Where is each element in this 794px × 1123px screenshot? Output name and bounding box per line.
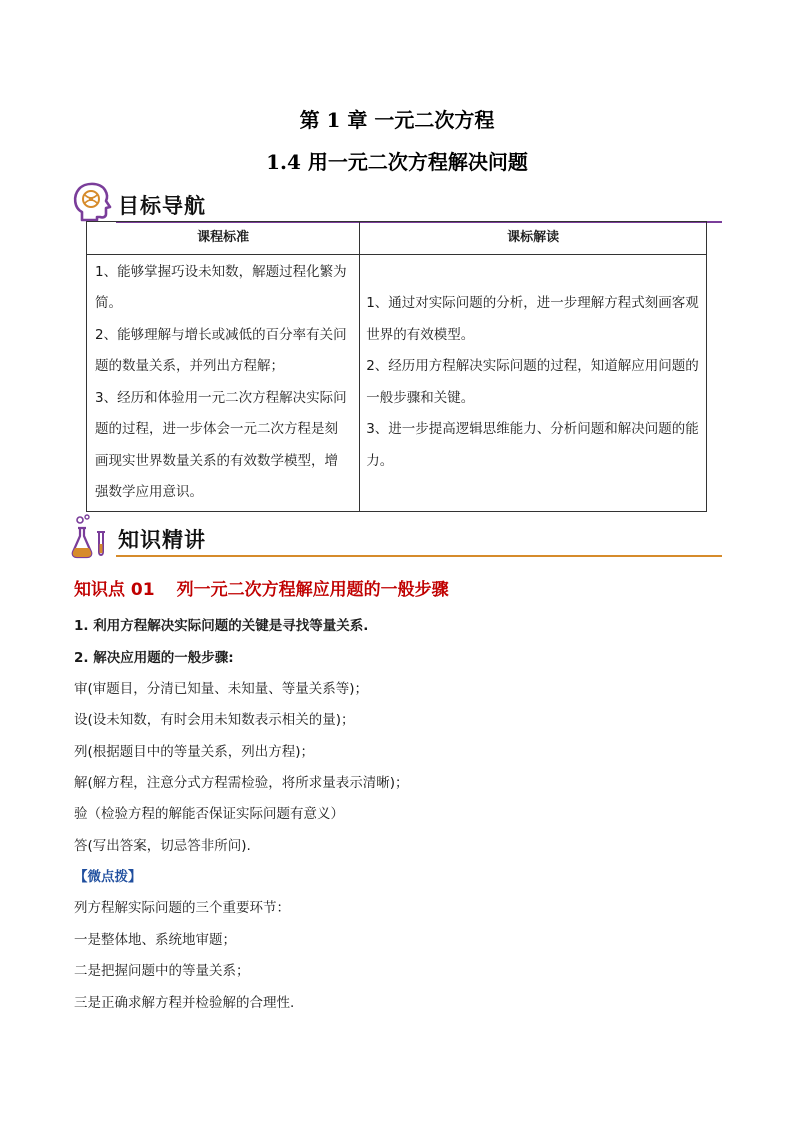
knowledge-banner-rule — [116, 555, 722, 557]
steps-heading: 2. 解决应用题的一般步骤: — [74, 650, 234, 666]
step-line: 列(根据题目中的等量关系，列出方程)； — [74, 744, 315, 760]
objectives-table — [86, 221, 707, 512]
column-header-standard: 课程标准 — [87, 222, 360, 255]
knowledge-point-heading — [74, 575, 449, 600]
table-header-row — [87, 222, 707, 255]
column-header-interpretation: 课标解读 — [360, 222, 707, 255]
interpretation-item: 2、经历用方程解决实际问题的过程，知道解应用问题的一般步骤和关键。 — [366, 358, 699, 406]
standard-item: 1、能够掌握巧设未知数，解题过程化繁为简。 — [95, 263, 347, 311]
standards-cell — [87, 254, 360, 511]
tip-line: 二是把握问题中的等量关系； — [74, 963, 250, 979]
tip-line: 三是正确求解方程并检验解的合理性. — [74, 995, 295, 1011]
standard-item: 3、经历和体验用一元二次方程解决实际问题的过程，进一步体会一元二次方程是刻画现实世界数量关系的有效数学模型，增强数学应用意识。 — [95, 389, 347, 500]
tip-line: 一是整体地、系统地审题； — [74, 932, 236, 948]
chemistry-flask-icon — [70, 514, 114, 562]
tip-line: 列方程解实际问题的三个重要环节： — [74, 900, 290, 916]
key-point-line: 1. 利用方程解决实际问题的关键是寻找等量关系. — [74, 618, 369, 634]
knowledge-banner-title: 知识精讲 — [118, 528, 206, 552]
knowledge-point-code: 知识点 01 — [74, 580, 155, 600]
section-title: 1.4 用一元二次方程解决问题 — [266, 150, 528, 174]
interpretation-cell — [360, 254, 707, 511]
standard-item: 2、能够理解与增长或减低的百分率有关问题的数量关系，并列出方程解； — [95, 326, 347, 374]
step-line: 审(审题目，分清已知量、未知量、等量关系等)； — [74, 681, 369, 697]
step-line: 设(设未知数，有时会用未知数表示相关的量)； — [74, 712, 355, 728]
interpretation-item: 3、进一步提高逻辑思维能力、分析问题和解决问题的能力。 — [366, 421, 699, 469]
tip-label: 【微点拨】 — [74, 869, 142, 885]
interpretation-item: 1、通过对实际问题的分析，进一步理解方程式刻画客观世界的有效模型。 — [366, 295, 699, 343]
step-line: 答(写出答案，切忌答非所问). — [74, 838, 251, 854]
table-row — [87, 254, 707, 511]
knowledge-point-title: 列一元二次方程解应用题的一般步骤 — [176, 580, 449, 600]
step-line: 解(解方程，注意分式方程需检验，将所求量表示清晰)； — [74, 775, 409, 791]
nav-banner-title: 目标导航 — [118, 194, 206, 218]
chapter-title: 第 1 章 一元二次方程 — [299, 108, 495, 132]
step-line: 验（检验方程的解能否保证实际问题有意义） — [74, 806, 344, 822]
knowledge-banner — [70, 514, 722, 562]
